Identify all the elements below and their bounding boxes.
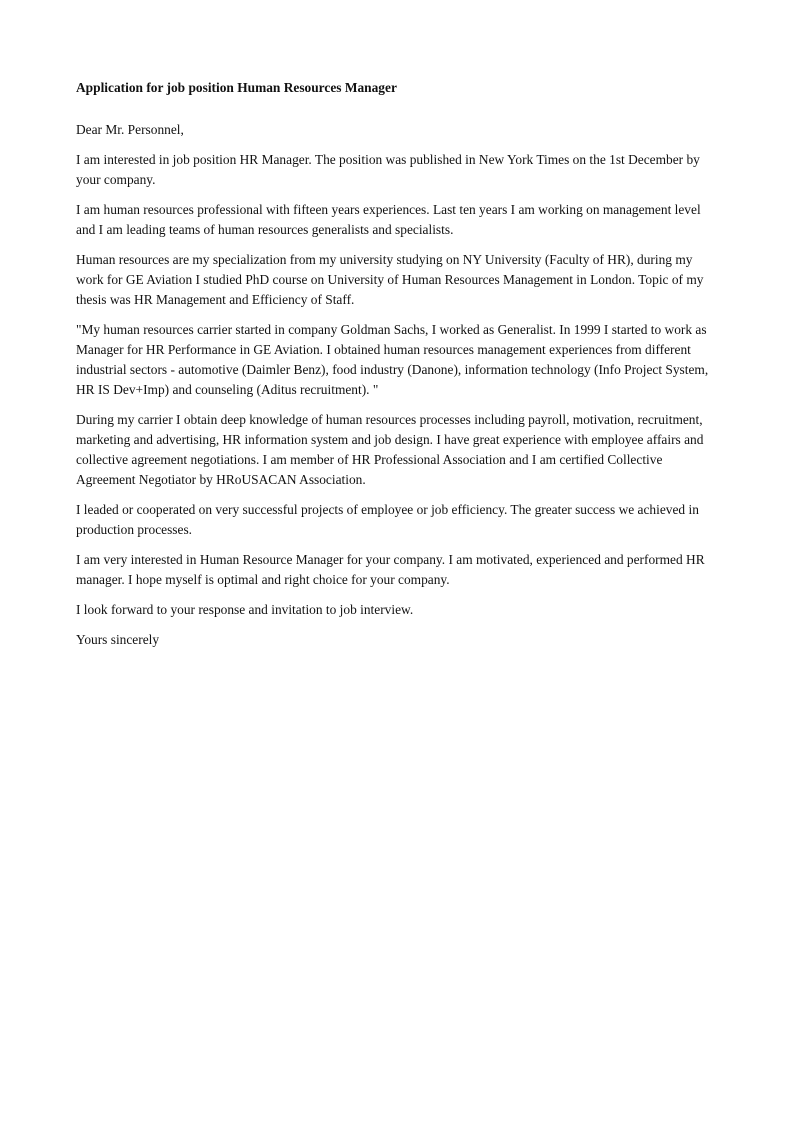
paragraph-5: During my carrier I obtain deep knowledge of human resources processes including payroll, motivation, recruitment, marketing and advertising, HR information system and job design. I have great experience with employee affairs and collective agreement negotiations. I am member of HR Professional Association and I am certified Collective Agreement Negotiator by HRoUSACAN Association. [76,412,704,487]
paragraph-1: I am interested in job position HR Manager. The position was published in New York Times on the 1st December by your company. [76,152,700,187]
closing: Yours sincerely [76,632,160,647]
paragraph-8: I look forward to your response and invitation to job interview. [76,602,414,617]
salutation: Dear Mr. Personnel, [76,122,184,137]
paragraph-4: "My human resources carrier started in company Goldman Sachs, I worked as Generalist. In 1999 I started to work as Manager for HR Performance in GE Aviation. I obtained human resources management experiences from different industrial sectors - automotive (Daimler Benz), food industry (Danone), information technology (Info Project System, HR IS Dev+Imp) and counseling (Aditus recruitment). " [76,322,709,397]
paragraph-2: I am human resources professional with fifteen years experiences. Last ten years I am working on management level and I am leading teams of human resources generalists and specialists. [76,202,701,237]
letter-body [76,78,721,660]
paragraph-3: Human resources are my specialization from my university studying on NY University (Faculty of HR), during my work for GE Aviation I studied PhD course on University of Human Resources Management in London. Topic of my thesis was HR Management and Efficiency of Staff. [76,252,704,307]
letter-title: Application for job position Human Resources Manager [76,80,397,95]
paragraph-7: I am very interested in Human Resource Manager for your company. I am motivated, experienced and performed HR manager. I hope myself is optimal and right choice for your company. [76,552,705,587]
paragraph-6: I leaded or cooperated on very successful projects of employee or job efficiency. The greater success we achieved in production processes. [76,502,699,537]
